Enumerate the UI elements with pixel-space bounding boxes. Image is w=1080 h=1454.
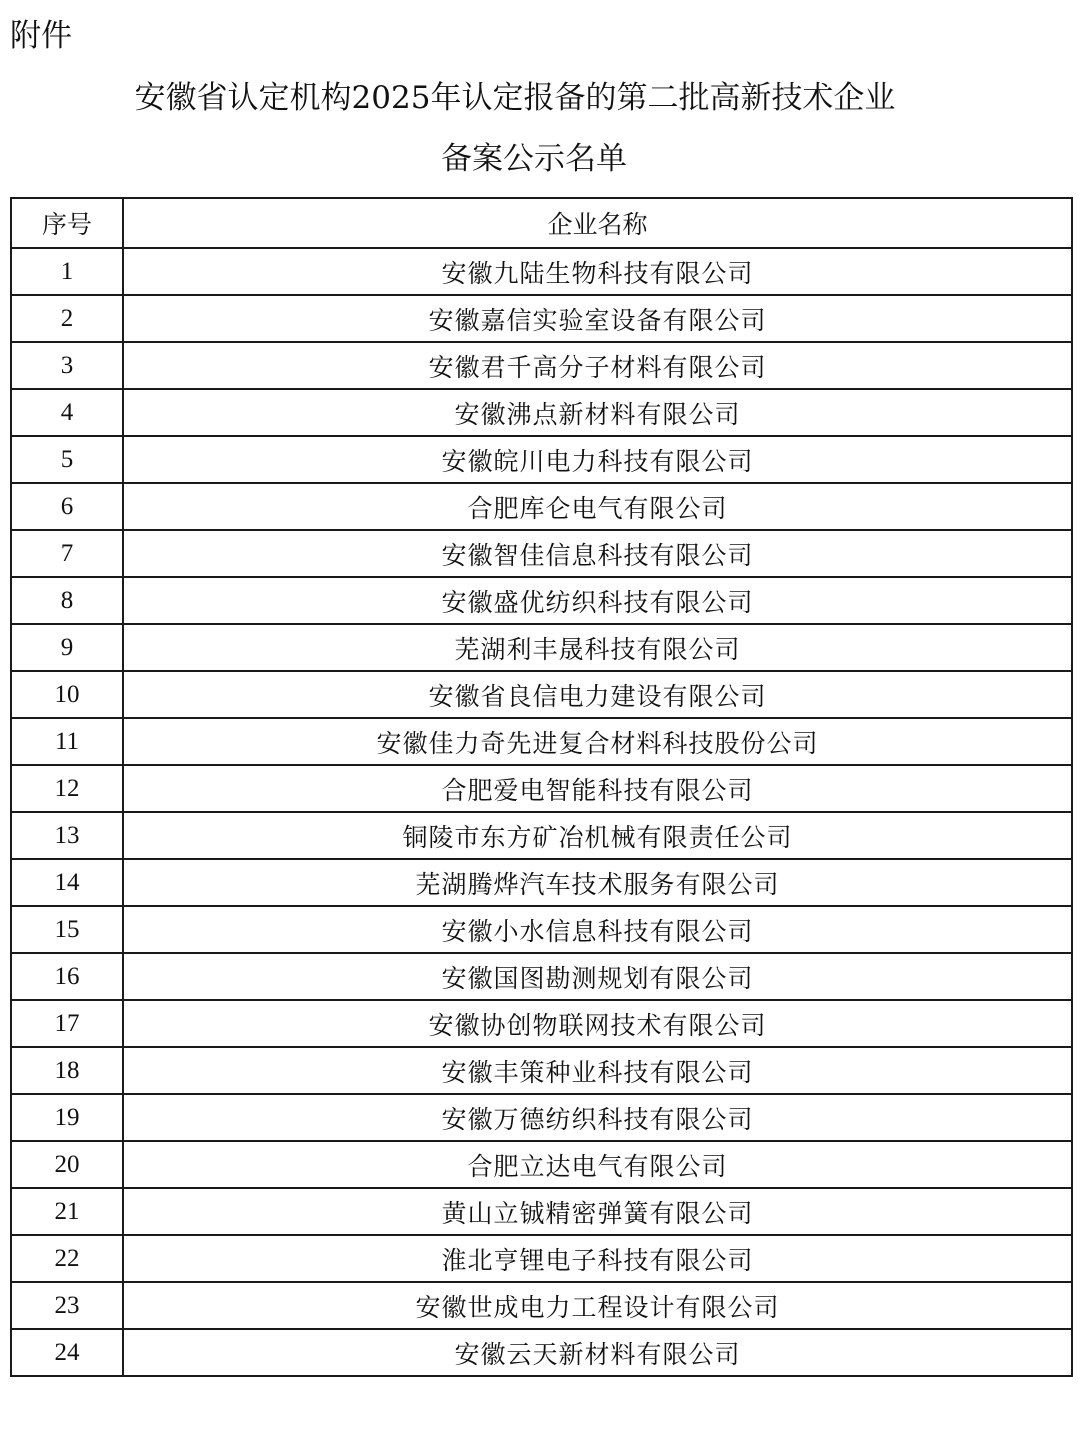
row-serial-number: 2 [11,295,123,342]
header-enterprise-name: 企业名称 [123,198,1072,248]
row-serial-number: 21 [11,1188,123,1235]
row-serial-number: 19 [11,1094,123,1141]
row-enterprise-name: 安徽智佳信息科技有限公司 [123,530,1072,577]
row-serial-number: 5 [11,436,123,483]
table-row [11,1282,1072,1329]
enterprise-list-table [10,197,1073,1377]
document-title-line1: 安徽省认定机构2025年认定报备的第二批高新技术企业 [134,80,896,116]
row-serial-number: 15 [11,906,123,953]
row-enterprise-name: 安徽嘉信实验室设备有限公司 [123,295,1072,342]
row-serial-number: 7 [11,530,123,577]
row-serial-number: 9 [11,624,123,671]
row-enterprise-name: 芜湖腾烨汽车技术服务有限公司 [123,859,1072,906]
row-serial-number: 16 [11,953,123,1000]
row-enterprise-name: 安徽国图勘测规划有限公司 [123,953,1072,1000]
table-body [11,248,1072,1376]
row-enterprise-name: 芜湖利丰晟科技有限公司 [123,624,1072,671]
row-serial-number: 12 [11,765,123,812]
table-row [11,295,1072,342]
row-serial-number: 3 [11,342,123,389]
row-serial-number: 14 [11,859,123,906]
row-serial-number: 11 [11,718,123,765]
row-serial-number: 18 [11,1047,123,1094]
table-row [11,577,1072,624]
table-row [11,389,1072,436]
row-serial-number: 10 [11,671,123,718]
row-enterprise-name: 合肥爱电智能科技有限公司 [123,765,1072,812]
row-enterprise-name: 安徽盛优纺织科技有限公司 [123,577,1072,624]
row-enterprise-name: 安徽协创物联网技术有限公司 [123,1000,1072,1047]
table-row [11,859,1072,906]
row-serial-number: 23 [11,1282,123,1329]
row-enterprise-name: 安徽沸点新材料有限公司 [123,389,1072,436]
row-enterprise-name: 安徽君千高分子材料有限公司 [123,342,1072,389]
row-enterprise-name: 铜陵市东方矿冶机械有限责任公司 [123,812,1072,859]
row-enterprise-name: 合肥库仑电气有限公司 [123,483,1072,530]
row-enterprise-name: 安徽世成电力工程设计有限公司 [123,1282,1072,1329]
table-row [11,1235,1072,1282]
table-row [11,436,1072,483]
table-row [11,624,1072,671]
row-serial-number: 1 [11,248,123,295]
table-row [11,1047,1072,1094]
row-enterprise-name: 黄山立铖精密弹簧有限公司 [123,1188,1072,1235]
table-row [11,1000,1072,1047]
row-serial-number: 20 [11,1141,123,1188]
table-row [11,953,1072,1000]
table-row [11,1141,1072,1188]
row-serial-number: 4 [11,389,123,436]
attachment-label: 附件 [10,18,72,54]
table-row [11,530,1072,577]
table-header-row [11,198,1072,248]
table-row [11,812,1072,859]
row-enterprise-name: 安徽省良信电力建设有限公司 [123,671,1072,718]
row-enterprise-name: 安徽小水信息科技有限公司 [123,906,1072,953]
row-serial-number: 6 [11,483,123,530]
table-row [11,1094,1072,1141]
table-row [11,671,1072,718]
table-row [11,718,1072,765]
row-enterprise-name: 安徽云天新材料有限公司 [123,1329,1072,1376]
table-row [11,906,1072,953]
row-enterprise-name: 安徽佳力奇先进复合材料科技股份公司 [123,718,1072,765]
row-enterprise-name: 淮北亨锂电子科技有限公司 [123,1235,1072,1282]
table-row [11,1188,1072,1235]
table-row [11,248,1072,295]
row-serial-number: 8 [11,577,123,624]
table-row [11,1329,1072,1376]
row-enterprise-name: 安徽九陆生物科技有限公司 [123,248,1072,295]
row-enterprise-name: 安徽丰策种业科技有限公司 [123,1047,1072,1094]
row-enterprise-name: 安徽万德纺织科技有限公司 [123,1094,1072,1141]
table-row [11,483,1072,530]
row-serial-number: 22 [11,1235,123,1282]
document-title-line2: 备案公示名单 [441,141,627,177]
row-enterprise-name: 合肥立达电气有限公司 [123,1141,1072,1188]
table-row [11,765,1072,812]
row-enterprise-name: 安徽皖川电力科技有限公司 [123,436,1072,483]
row-serial-number: 24 [11,1329,123,1376]
table-row [11,342,1072,389]
row-serial-number: 13 [11,812,123,859]
header-serial-number: 序号 [11,198,123,248]
row-serial-number: 17 [11,1000,123,1047]
